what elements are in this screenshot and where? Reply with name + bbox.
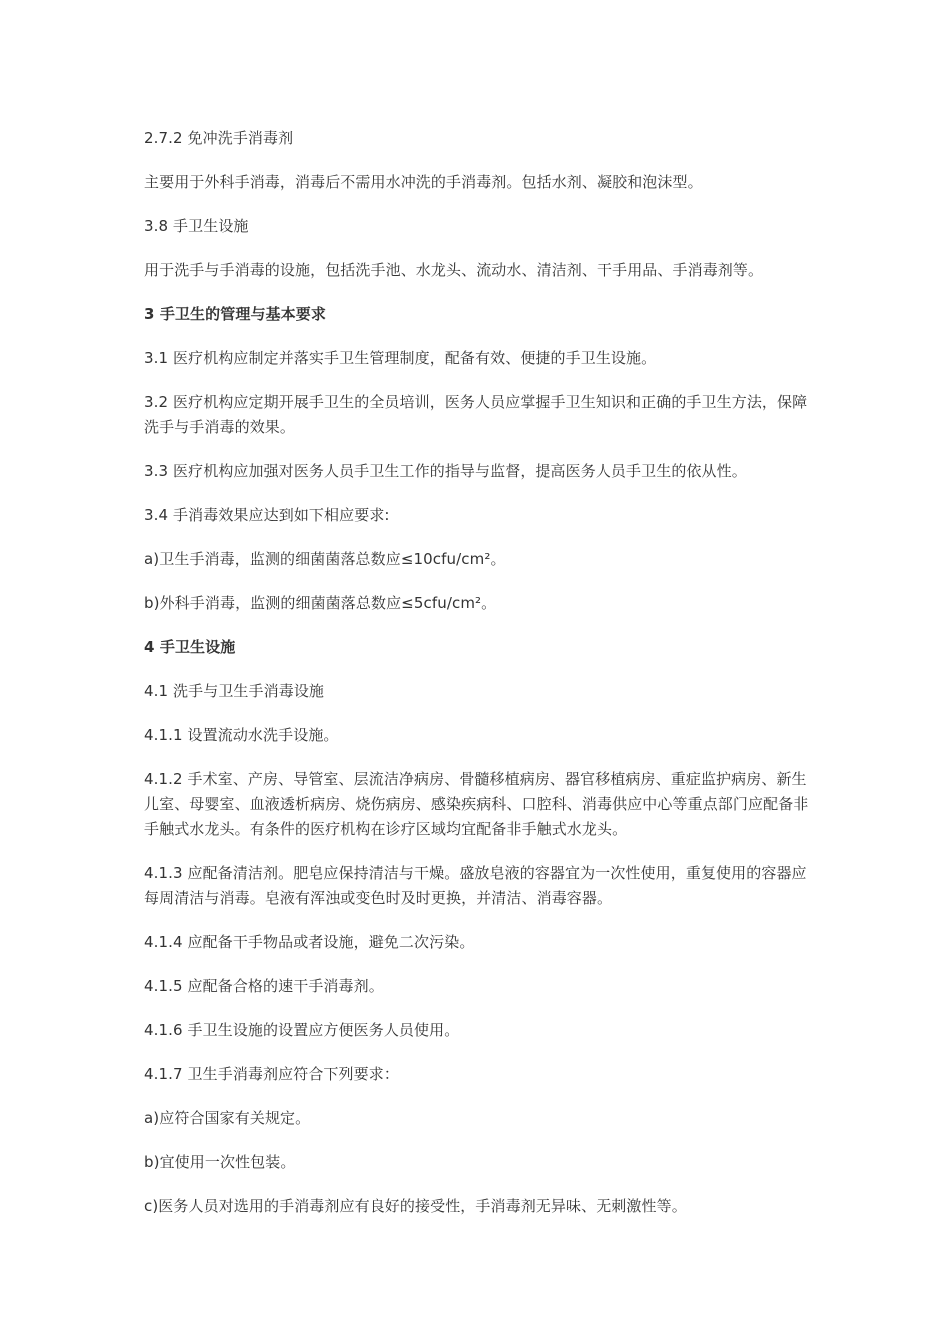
paragraph-3-2: 3.2 医疗机构应定期开展手卫生的全员培训，医务人员应掌握手卫生知识和正确的手卫生方法，保障洗手与手消毒的效果。 [144, 393, 808, 436]
chapter-heading-3: 3 手卫生的管理与基本要求 [144, 305, 326, 323]
paragraph-4-1-4: 4.1.4 应配备干手物品或者设施，避免二次污染。 [144, 933, 475, 951]
list-item-4-1-7-a: a)应符合国家有关规定。 [144, 1109, 311, 1127]
paragraph-4-1-2: 4.1.2 手术室、产房、导管室、层流洁净病房、骨髓移植病房、器官移植病房、重症监护病房、新生儿室、母婴室、血液透析病房、烧伤病房、感染疾病科、口腔科、消毒供应中心等重点部门应配备非手触式水龙头。有条件的医疗机构在诊疗区域均宜配备非手触式水龙头。 [144, 770, 809, 838]
section-heading-4-1: 4.1 洗手与卫生手消毒设施 [144, 682, 325, 700]
document-body [144, 126, 814, 1238]
chapter-heading-4: 4 手卫生设施 [144, 638, 236, 656]
paragraph-2-7-2-body: 主要用于外科手消毒，消毒后不需用水冲洗的手消毒剂。包括水剂、凝胶和泡沫型。 [144, 173, 703, 191]
list-item-3-4-b: b)外科手消毒，监测的细菌菌落总数应≤5cfu/cm²。 [144, 594, 497, 612]
paragraph-4-1-1: 4.1.1 设置流动水洗手设施。 [144, 726, 339, 744]
list-item-4-1-7-c: c)医务人员对选用的手消毒剂应有良好的接受性，手消毒剂无异味、无刺激性等。 [144, 1197, 687, 1215]
paragraph-3-3: 3.3 医疗机构应加强对医务人员手卫生工作的指导与监督，提高医务人员手卫生的依从性。 [144, 462, 747, 480]
section-heading-3-8: 3.8 手卫生设施 [144, 217, 249, 235]
section-heading-2-7-2: 2.7.2 免冲洗手消毒剂 [144, 129, 294, 147]
paragraph-3-4: 3.4 手消毒效果应达到如下相应要求: [144, 506, 390, 524]
list-item-4-1-7-b: b)宜使用一次性包装。 [144, 1153, 296, 1171]
paragraph-4-1-6: 4.1.6 手卫生设施的设置应方便医务人员使用。 [144, 1021, 460, 1039]
paragraph-3-1: 3.1 医疗机构应制定并落实手卫生管理制度，配备有效、便捷的手卫生设施。 [144, 349, 657, 367]
paragraph-4-1-3: 4.1.3 应配备清洁剂。肥皂应保持清洁与干燥。盛放皂液的容器宜为一次性使用，重复使用的容器应每周清洁与消毒。皂液有浑浊或变色时及时更换，并清洁、消毒容器。 [144, 864, 807, 907]
list-item-3-4-a: a)卫生手消毒，监测的细菌菌落总数应≤10cfu/cm²。 [144, 550, 506, 568]
paragraph-4-1-5: 4.1.5 应配备合格的速干手消毒剂。 [144, 977, 384, 995]
paragraph-3-8-body: 用于洗手与手消毒的设施，包括洗手池、水龙头、流动水、清洁剂、干手用品、手消毒剂等。 [144, 261, 764, 279]
paragraph-4-1-7: 4.1.7 卫生手消毒剂应符合下列要求： [144, 1065, 399, 1083]
